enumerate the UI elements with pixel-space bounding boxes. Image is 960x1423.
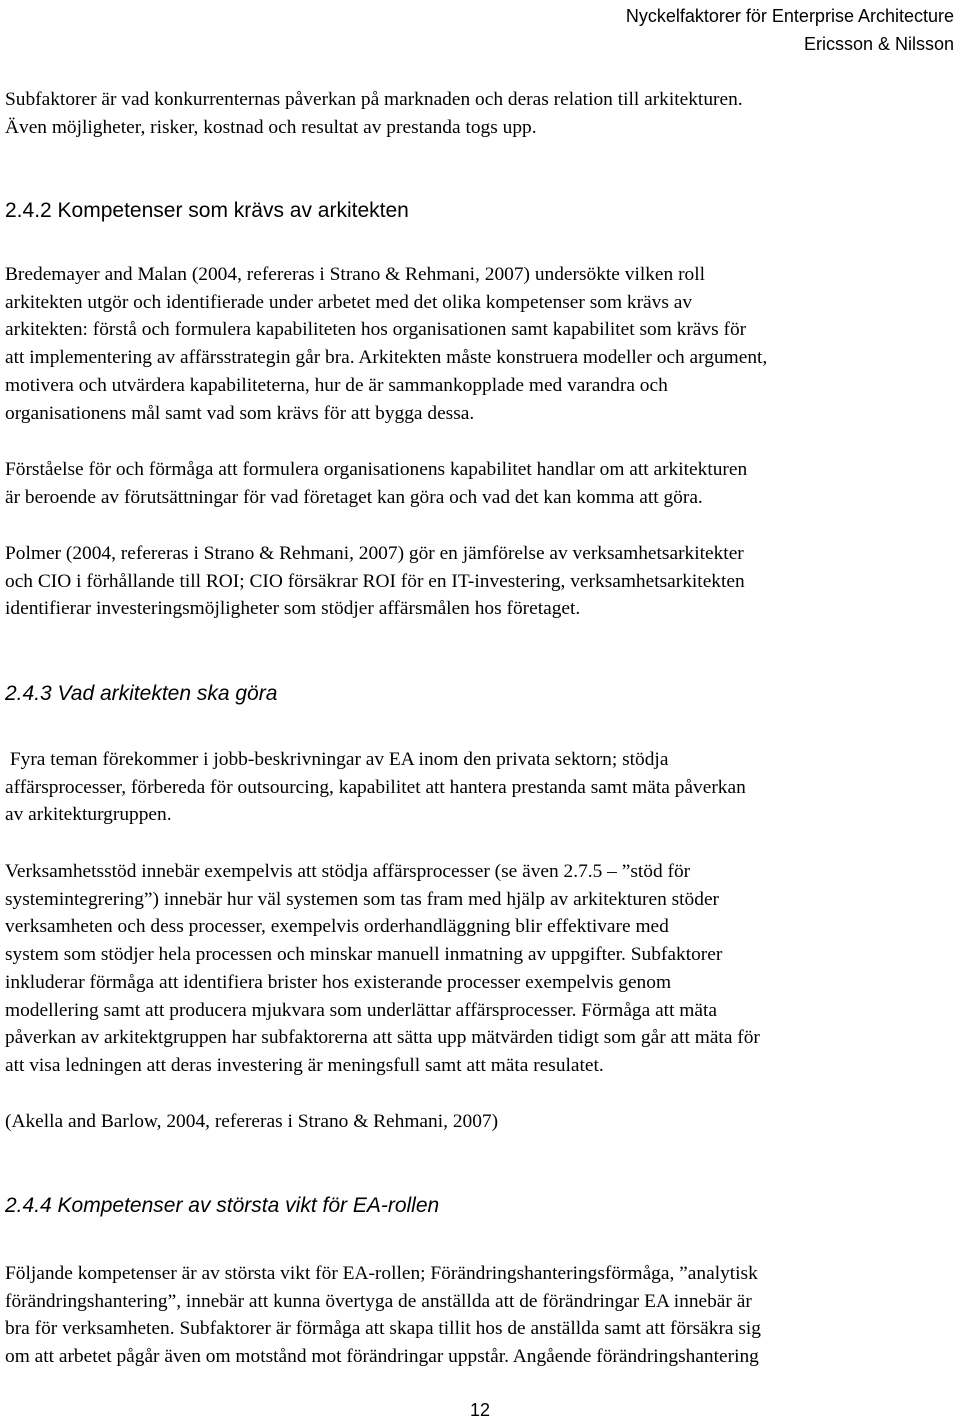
text-line: Polmer (2004, refereras i Strano & Rehmani, 2007) gör en jämförelse av verksamhetsarkitekter [5, 543, 744, 564]
text-line: av arkitekturgruppen. [5, 804, 172, 826]
text-line: Fyra teman förekommer i jobb-beskrivningar av EA inom den privata sektorn; stödja [5, 749, 669, 770]
paragraph-foljande [5, 1260, 955, 1371]
paragraph-citation [5, 1108, 955, 1136]
text-line: system som stödjer hela processen och minskar manuell inmatning av uppgifter. Subfaktorer [5, 944, 723, 966]
paragraph-verksamhetsstod [5, 858, 955, 1080]
section-heading-2-4-3: 2.4.3 Vad arkitekten ska göra [5, 682, 278, 705]
text-line: motivera och utvärdera kapabiliteterna, hur de är sammankopplade med varandra och [5, 374, 668, 396]
paragraph-bredemayer [5, 261, 955, 427]
text-line: Subfaktorer är vad konkurrenternas påverkan på marknaden och deras relation till arkitekturen. [5, 89, 743, 110]
text-line: Även möjligheter, risker, kostnad och resultat av prestanda togs upp. [5, 116, 537, 138]
text-line: Verksamhetsstöd innebär exempelvis att stödja affärsprocesser (se även 2.7.5 – ”stöd för [5, 861, 691, 882]
text-line: Bredemayer and Malan (2004, refereras i Strano & Rehmani, 2007) undersökte vilken roll [5, 264, 706, 285]
text-line: affärsprocesser, förbereda för outsourcing, kapabilitet att hantera prestanda samt mäta påverkan [5, 776, 746, 798]
paragraph-forstaelse [5, 456, 955, 511]
paragraph-polmer [5, 540, 955, 623]
text-line: Förståelse för och förmåga att formulera organisationens kapabilitet handlar om att arkitekturen [5, 459, 748, 480]
text-line: påverkan av arkitektgruppen har subfaktorerna att sätta upp mätvärden tidigt som går att mäta för [5, 1027, 760, 1049]
paragraph-subfactors [5, 86, 955, 141]
text-line: modellering samt att producera mjukvara som underlättar affärsprocesser. Förmåga att mäta [5, 999, 717, 1021]
header-title: Nyckelfaktorer för Enterprise Architecture [625, 6, 954, 26]
section-heading-2-4-2: 2.4.2 Kompetenser som krävs av arkitekten [5, 199, 409, 222]
text-line: arkitekten utgör och identifierade under arbetet med det olika kompetenser som krävs av [5, 291, 693, 313]
text-line: arkitekten: förstå och formulera kapabiliteten hos organisationen samt kapabilitet som krävs för [5, 319, 747, 341]
text-line: att visa ledningen att deras investering är meningsfull samt att mäta resulatet. [5, 1054, 604, 1076]
text-line: om att arbetet pågår även om motstånd mot förändringar uppstår. Angående förändringshantering [5, 1346, 759, 1368]
text-line: bra för verksamheten. Subfaktorer är förmåga att skapa tillit hos de anställda samt att försäkra sig [5, 1318, 761, 1340]
text-line: förändringshantering”, innebär att kunna övertyga de anställda att de förändringar EA innebär är [5, 1290, 752, 1312]
running-header [626, 2, 954, 58]
header-authors: Ericsson & Nilsson [803, 34, 954, 54]
text-line: (Akella and Barlow, 2004, refereras i Strano & Rehmani, 2007) [5, 1111, 499, 1132]
text-line: att implementering av affärsstrategin går bra. Arkitekten måste konstruera modeller och argument, [5, 347, 768, 369]
text-line: och CIO i förhållande till ROI; CIO försäkrar ROI för en IT-investering, verksamhetsarkitekten [5, 570, 745, 592]
page-number: 12 [469, 1400, 491, 1420]
text-line: identifierar investeringsmöjligheter som stödjer affärsmålen hos företaget. [5, 598, 581, 620]
text-line: organisationens mål samt vad som krävs för att bygga dessa. [5, 402, 475, 424]
paragraph-fyra-teman [5, 746, 955, 829]
text-line: verksamheten och dess processer, exempelvis orderhandläggning blir effektivare med [5, 916, 669, 938]
section-heading-2-4-4: 2.4.4 Kompetenser av största vikt för EA-rollen [5, 1194, 440, 1217]
text-line: är beroende av förutsättningar för vad företaget kan göra och vad det kan komma att göra. [5, 486, 703, 508]
text-line: inkluderar förmåga att identifiera brister hos existerande processer exempelvis genom [5, 971, 672, 993]
text-line: systemintegrering”) innebär hur väl systemen som tas fram med hjälp av arkitekturen stöder [5, 888, 720, 910]
text-line: Följande kompetenser är av största vikt för EA-rollen; Förändringshanteringsförmåga, ”analytisk [5, 1263, 758, 1284]
